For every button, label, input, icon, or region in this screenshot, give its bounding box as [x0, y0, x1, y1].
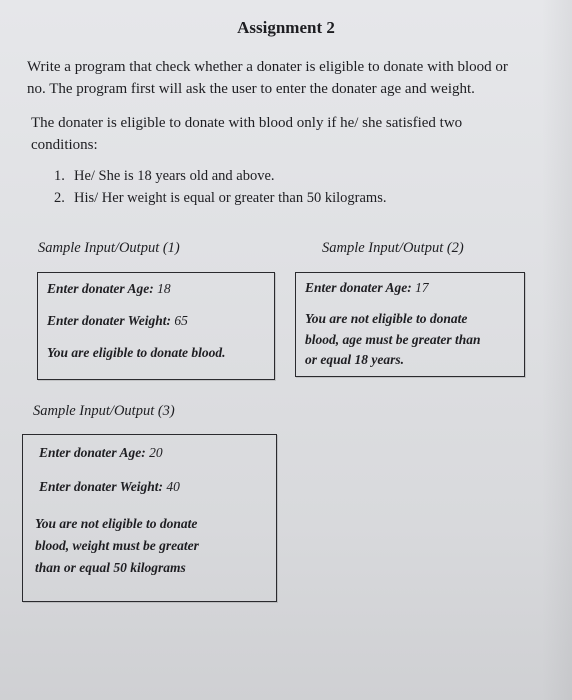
sample-2-box	[295, 272, 525, 377]
page-shadow	[542, 0, 572, 700]
output-line: than or equal 50 kilograms	[35, 560, 186, 575]
condition-number: 1.	[54, 168, 65, 184]
weight-prompt: Enter donater Weight:	[39, 479, 164, 494]
eligibility-rule	[31, 112, 551, 156]
age-value: 17	[415, 280, 429, 295]
output-line: or equal 18 years.	[305, 352, 404, 367]
sample-3-age-line	[39, 445, 163, 461]
problem-statement	[27, 56, 562, 100]
weight-prompt: Enter donater Weight:	[47, 313, 172, 328]
sample-1-label: Sample Input/Output (1)	[38, 240, 180, 256]
sample-2-age-line	[305, 280, 429, 296]
age-value: 18	[157, 281, 171, 296]
weight-value: 65	[174, 313, 188, 328]
age-prompt: Enter donater Age:	[39, 445, 146, 460]
condition-text: His/ Her weight is equal or greater than 50 kilograms.	[74, 190, 387, 206]
weight-value: 40	[166, 479, 180, 494]
problem-statement-line-1: Write a program that check whether a donater is eligible to donate with blood or	[27, 59, 508, 75]
assignment-title: Assignment 2	[237, 18, 335, 37]
conditions-list	[54, 165, 386, 209]
sample-1-age-line	[47, 281, 171, 297]
eligibility-rule-line-2: conditions:	[31, 137, 98, 153]
sample-1-output: You are eligible to donate blood.	[47, 345, 226, 360]
output-line: You are not eligible to donate	[305, 311, 468, 326]
age-prompt: Enter donater Age:	[305, 280, 412, 295]
output-line: You are not eligible to donate	[35, 516, 198, 531]
condition-item	[54, 165, 386, 187]
problem-statement-line-2: no. The program first will ask the user to enter the donater age and weight.	[27, 81, 475, 97]
condition-number: 2.	[54, 190, 65, 206]
sample-1-weight-line	[47, 313, 188, 329]
sample-3-label: Sample Input/Output (3)	[33, 403, 175, 419]
age-value: 20	[149, 445, 163, 460]
condition-item	[54, 187, 386, 209]
sample-1-box	[37, 272, 275, 380]
sample-3-box	[22, 434, 277, 602]
sample-3-weight-line	[39, 479, 180, 495]
output-line: blood, weight must be greater	[35, 538, 199, 553]
sample-2-output	[305, 309, 481, 371]
sample-3-output	[35, 513, 199, 579]
sample-2-label: Sample Input/Output (2)	[322, 240, 464, 256]
eligibility-rule-line-1: The donater is eligible to donate with blood only if he/ she satisfied two	[31, 115, 463, 131]
condition-text: He/ She is 18 years old and above.	[74, 168, 275, 184]
age-prompt: Enter donater Age:	[47, 281, 154, 296]
output-line: blood, age must be greater than	[305, 331, 481, 347]
